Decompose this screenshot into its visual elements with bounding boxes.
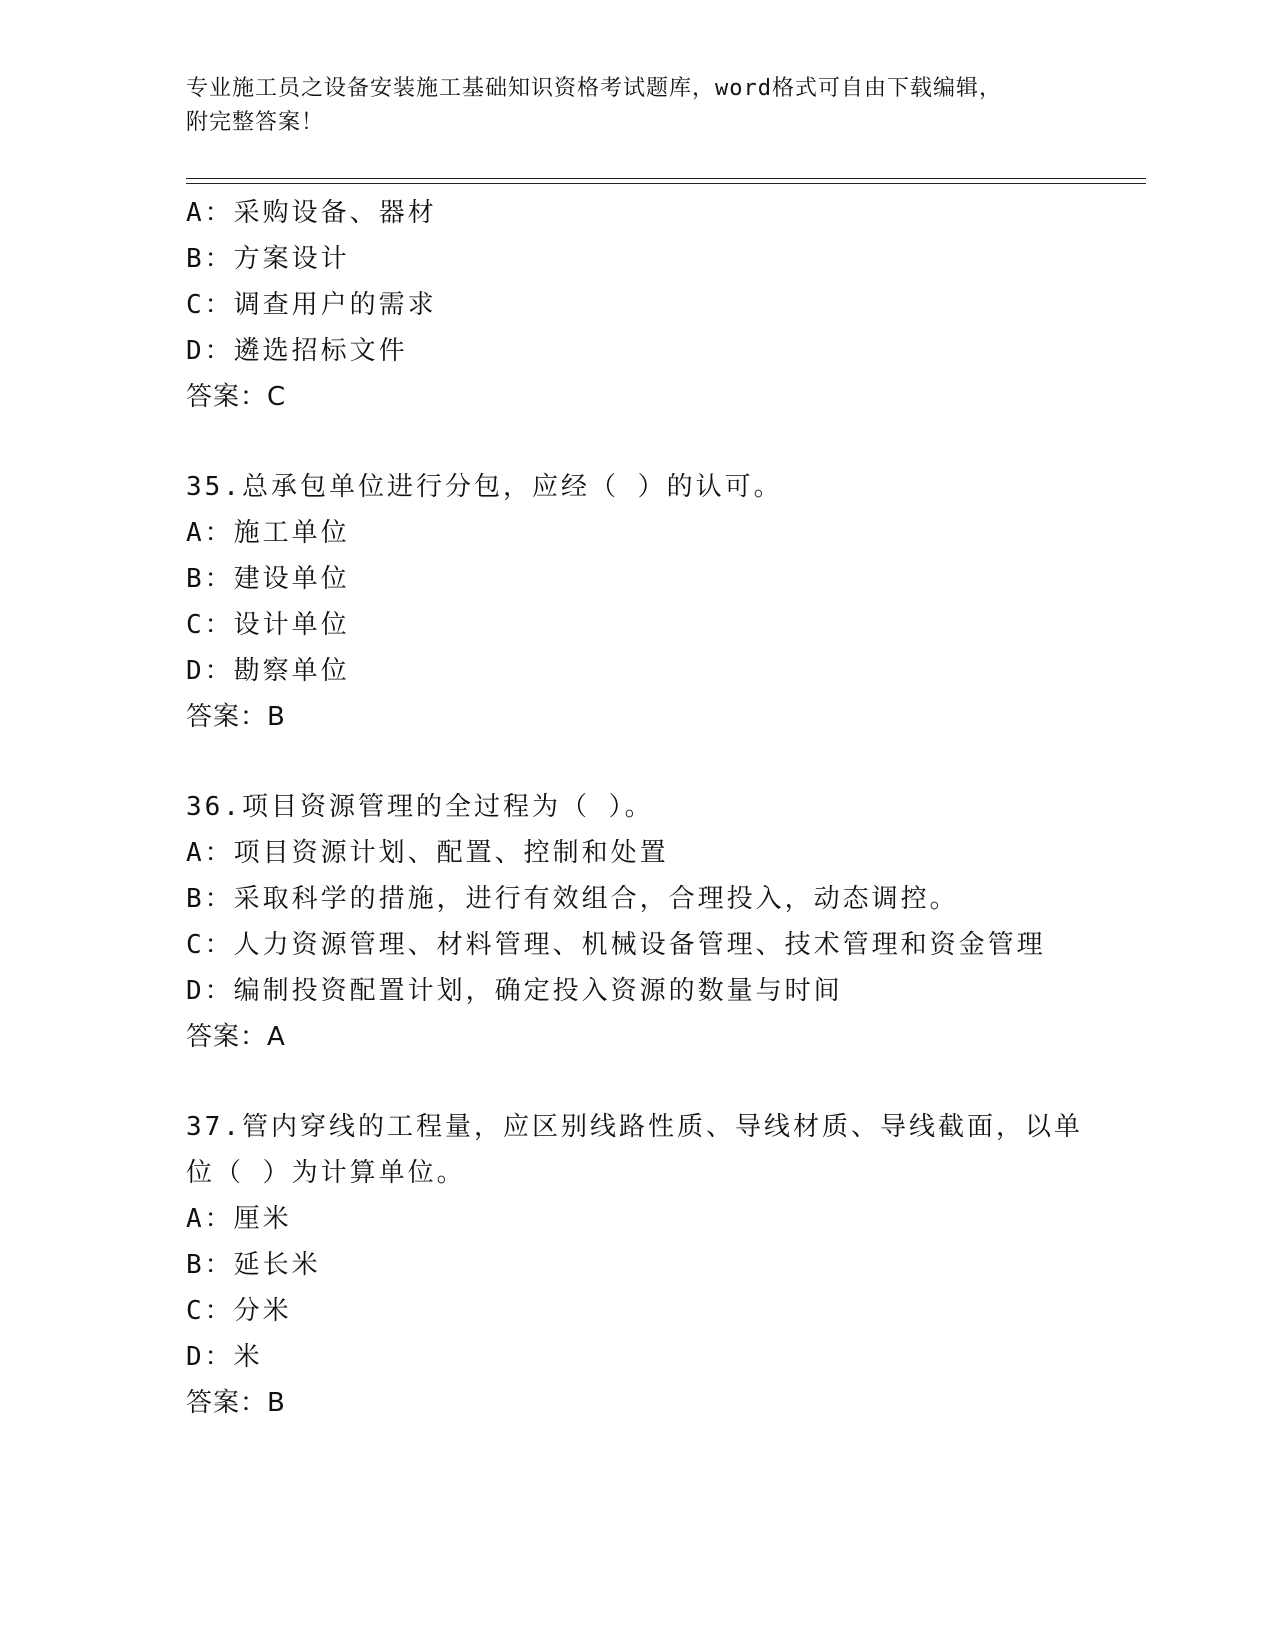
option-d: D：勘察单位 [186,656,350,686]
document-header [186,72,1066,140]
header-line-1: 专业施工员之设备安装施工基础知识资格考试题库，word格式可自由下载编辑， [186,76,1002,101]
question-text: 35.总承包单位进行分包，应经（ ）的认可。 [186,472,783,502]
question-35 [186,464,1146,740]
question-list [186,190,1146,1426]
option-a: A：项目资源计划、配置、控制和处置 [186,838,669,868]
option-b: B：建设单位 [186,564,350,594]
answer: 答案：B [186,1388,286,1418]
option-a: A：采购设备、器材 [186,198,437,228]
question-36 [186,784,1146,1060]
option-d: D：编制投资配置计划，确定投入资源的数量与时间 [186,976,843,1006]
option-b: B：采取科学的措施，进行有效组合，合理投入，动态调控。 [186,884,959,914]
spacer [186,740,1146,784]
answer: 答案：B [186,702,286,732]
header-line-2: 附完整答案！ [186,110,325,135]
option-a: A：施工单位 [186,518,350,548]
question-37 [186,1104,1146,1426]
header-divider-top [186,178,1146,179]
answer: 答案：A [186,1022,286,1052]
option-b: B：延长米 [186,1250,321,1280]
option-a: A：厘米 [186,1204,292,1234]
spacer [186,1060,1146,1104]
spacer [186,420,1146,464]
question-text-line-2: 位（ ）为计算单位。 [186,1158,466,1188]
option-c: C：调查用户的需求 [186,290,437,320]
option-c: C：人力资源管理、材料管理、机械设备管理、技术管理和资金管理 [186,930,1046,960]
header-divider-bottom [186,183,1146,184]
option-d: D：遴选招标文件 [186,336,408,366]
question-text-line-1: 37.管内穿线的工程量，应区别线路性质、导线材质、导线截面，以单 [186,1112,1083,1142]
question-34 [186,190,1146,420]
option-c: C：分米 [186,1296,292,1326]
question-text: 36.项目资源管理的全过程为（ ）。 [186,792,654,822]
option-d: D：米 [186,1342,263,1372]
option-c: C：设计单位 [186,610,350,640]
answer: 答案：C [186,382,287,412]
option-b: B：方案设计 [186,244,350,274]
